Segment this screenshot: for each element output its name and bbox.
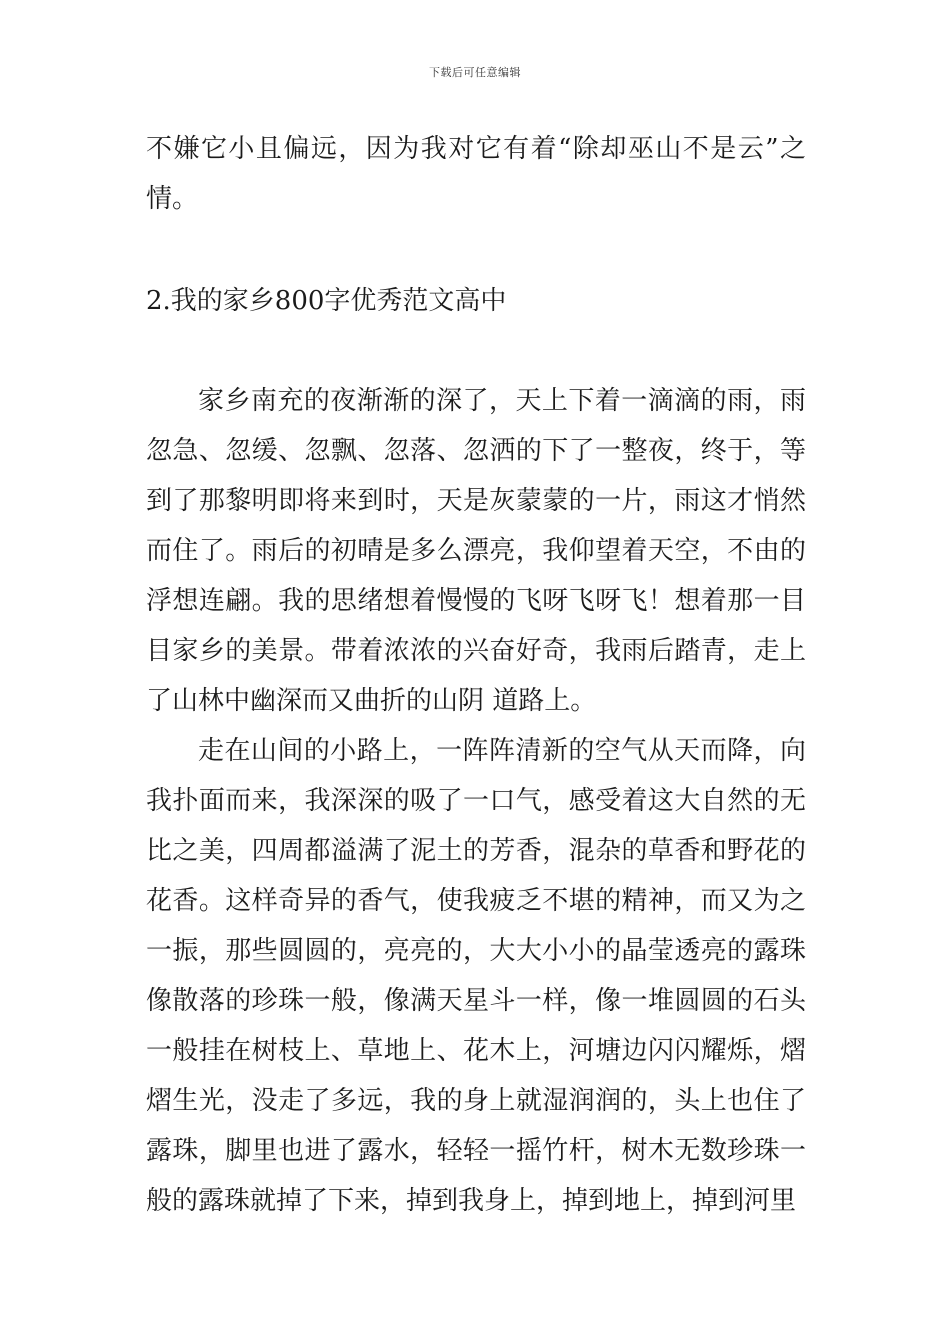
body-paragraph-1: 家乡南充的夜渐渐的深了，天上下着一滴滴的雨，雨忽急、忽缓、忽飘、忽落、忽洒的下了一整夜，终于，等到了那黎明即将来到时，天是灰蒙蒙的一片，雨这才悄然而住了。雨后的初晴是多么漂亮，我仰望着天空，不由的浮想连翩。我的思绪想着慢慢的飞呀飞呀飞！想着那一目目家乡的美景。带着浓浓的兴奋好奇，我雨后踏青，走上了山林中幽深而又曲折的山阴 道路上。 bbox=[146, 386, 806, 716]
spacer bbox=[146, 224, 806, 276]
document-body bbox=[146, 124, 806, 1226]
spacer bbox=[146, 326, 806, 376]
body-paragraph-2: 走在山间的小路上，一阵阵清新的空气从天而降，向我扑面而来，我深深的吸了一口气，感受着这大自然的无比之美，四周都溢满了泥土的芳香，混杂的草香和野花的花香。这样奇异的香气，使我疲乏不堪的精神，而又为之一振，那些圆圆的，亮亮的，大大小小的晶莹透亮的露珠像散落的珍珠一般，像满天星斗一样，像一堆圆圆的石头一般挂在树枝上、草地上、花木上，河塘边闪闪耀烁，熠熠生光，没走了多远，我的身上就湿润润的，头上也住了露珠，脚里也进了露水，轻轻一摇竹杆，树木无数珍珠一般的露珠就掉了下来，掉到我身上，掉到地上，掉到河里 bbox=[146, 736, 806, 1216]
page-header-note: 下载后可任意编辑 bbox=[429, 66, 521, 79]
section-heading: 2.我的家乡800字优秀范文高中 bbox=[146, 286, 507, 316]
intro-paragraph-tail: 不嫌它小且偏远，因为我对它有着“除却巫山不是云”之情。 bbox=[146, 134, 806, 214]
